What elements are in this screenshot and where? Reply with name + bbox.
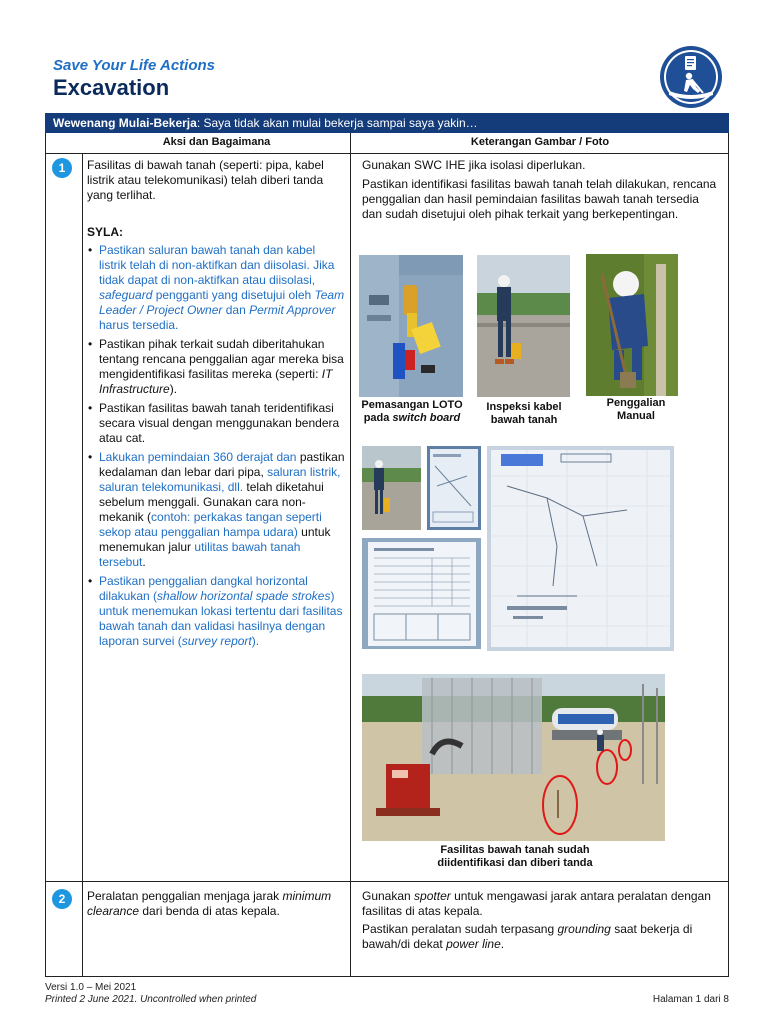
document-title: Excavation — [53, 75, 170, 100]
excavation-worker-icon — [659, 45, 723, 109]
list-item: • Lakukan pemindaian 360 derajat dan pastikan kedalaman dan lebar dari pipa, saluran listrik, saluran telekomunikasi, dll. telah diketahui sebelum menggali. Gunakan cara non-mekanik (contoh: perkakas tangan seperti sekop atau penggalian hampa udara) untuk menemukan jalur utilitas bawah tanah tersebut. — [87, 450, 345, 570]
step-number-badge: 2 — [52, 889, 72, 909]
column-header-actions: Aksi dan Bagaimana — [162, 136, 271, 148]
list-item: • Pastikan penggalian dangkal horizontal dilakukan (shallow horizontal spade strokes) untuk menemukan lokasi tertentu dari fasilitas bawah tanah dan validasi hasilnya dengan laporan survei (survey report). — [87, 574, 345, 649]
row2-left-text: Peralatan penggalian menjaga jarak minimum clearance dari benda di atas kepala. — [87, 889, 332, 918]
syla-heading: SYLA: — [87, 225, 123, 239]
survey-form-photo — [362, 538, 481, 649]
column-header-pictures: Keterangan Gambar / Foto — [470, 136, 610, 148]
start-work-authority-band: Wewenang Mulai-Bekerja: Saya tidak akan mulai bekerja sampai saya yakin… — [45, 113, 729, 133]
photo-caption-loto: Pemasangan LOTO pada switch board — [361, 399, 463, 424]
photo-caption-marked-utilities: Fasilitas bawah tanah sudah diidentifikasi dan diberi tanda — [437, 844, 593, 869]
page-number: Halaman 1 dari 8 — [652, 994, 729, 1005]
row2-right-text-2: Pastikan peralatan sudah terpasang grounding saat bekerja di bawah/di dekat power line. — [362, 922, 693, 951]
row1-right-text-1: Gunakan SWC IHE jika isolasi diperlukan. — [362, 158, 586, 172]
list-item: • Pastikan saluran bawah tanah dan kabel listrik telah di non-aktifkan dan diisolasi. Jika tidak dapat di non-aktifkan atau diisolasi, safeguard pengganti yang disetujui oleh Team Leader / Project Owner dan Permit Approver harus tersedia. — [87, 243, 345, 333]
header-row-divider — [45, 153, 729, 154]
center-column-divider — [350, 133, 351, 977]
row1-right-text-2: Pastikan identifikasi fasilitas bawah tanah telah dilakukan, rencana penggalian dan hasil pemindaian fasilitas bawah tanah tersedia dan sudah disetujui oleh pihak terkait yang berkepentingan. — [362, 177, 717, 221]
utility-drawing-photo — [487, 446, 674, 651]
row1-intro-text: Fasilitas di bawah tanah (seperti: pipa, kabel listrik atau telekomunikasi) telah diberi tanda yang terlihat. — [87, 158, 324, 202]
list-item: • Pastikan fasilitas bawah tanah teridentifikasi secara visual dengan menggunakan bendera atau cat. — [87, 401, 345, 446]
list-item: • Pastikan pihak terkait sudah diberitahukan tentang rencana penggalian agar mereka bisa mengidentifikasi fasilitas mereka (seperti: IT Infrastructure). — [87, 337, 345, 397]
number-column-divider — [82, 153, 83, 977]
row2-right-text-1: Gunakan spotter untuk mengawasi jarak antara peralatan dengan fasilitas di atas kepala. — [362, 889, 711, 918]
document-subtitle: Save Your Life Actions — [53, 57, 215, 74]
footer-printed-note: Printed 2 June 2021. Uncontrolled when printed — [45, 994, 257, 1005]
manual-digging-photo — [586, 254, 678, 396]
step-number-badge: 1 — [52, 158, 72, 178]
scanning-worker-photo — [362, 446, 421, 530]
syla-bullet-list — [87, 243, 345, 653]
footer-version: Versi 1.0 – Mei 2021 — [45, 982, 137, 993]
loto-switchboard-photo — [359, 255, 463, 397]
survey-plan-photo — [427, 446, 481, 530]
photo-caption-cable-inspection: Inspeksi kabel bawah tanah — [486, 401, 562, 426]
photo-caption-manual-digging: Penggalian Manual — [606, 397, 666, 422]
row-divider — [45, 881, 729, 882]
cable-inspection-photo — [477, 255, 570, 397]
marked-utilities-site-photo — [362, 674, 665, 841]
